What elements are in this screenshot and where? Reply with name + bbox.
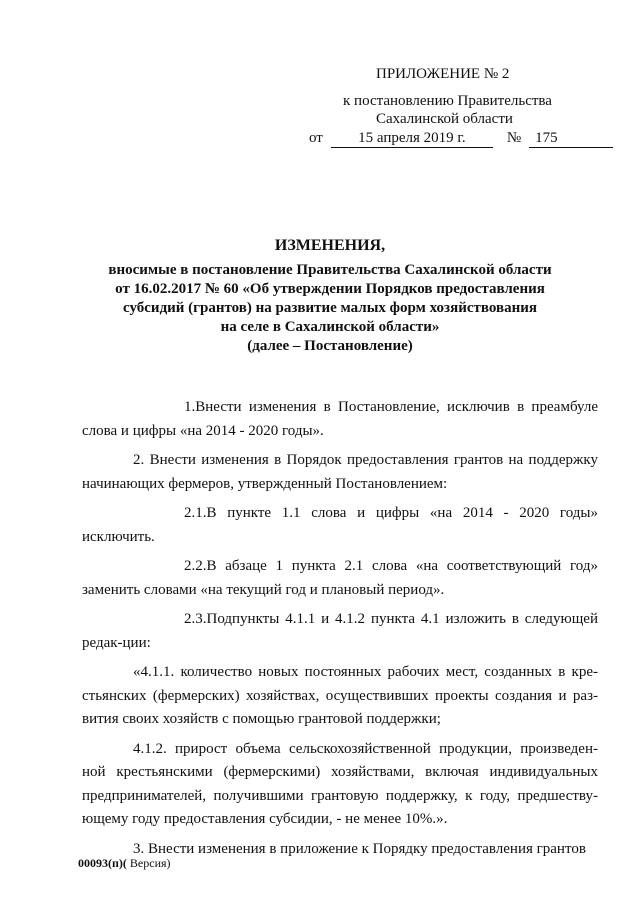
title-line: (далее – Постановление) (247, 338, 413, 354)
paragraph-2: 2. Внести изменения в Порядок предоставления грантов на поддержку начинающих фермеров, утвержденный Постановлением: (82, 452, 598, 492)
footer-version-label: Версия) (126, 856, 171, 870)
number-label: № (506, 130, 522, 146)
resolution-number: 175 (529, 129, 613, 148)
document-body (82, 396, 598, 867)
to-resolution-label: к постановлению Правительства (343, 93, 552, 109)
paragraph-2-1 (82, 502, 598, 549)
paragraph-2-2 (82, 555, 598, 602)
paragraph-text: В пункте 1.1 слова и цифры «на 2014 - 2020 годы» исключить. (82, 505, 598, 545)
title-line: вносимые в постановление Правительства Сахалинской области (108, 262, 552, 278)
appendix-label: ПРИЛОЖЕНИЕ № 2 (376, 66, 510, 82)
region-label: Сахалинской области (376, 111, 513, 127)
title-main: ИЗМЕНЕНИЯ, (274, 237, 386, 254)
paragraph-text: В абзаце 1 пункта 2.1 слова «на соответствующий год» заменить словами «на текущий год и плановый период». (82, 558, 598, 598)
resolution-date: 15 апреля 2019 г. (331, 129, 493, 148)
title-line: от 16.02.2017 № 60 «Об утверждении Порядков предоставления (115, 281, 545, 297)
from-label: от (309, 130, 323, 146)
paragraph-number: 2.1. (184, 505, 207, 521)
footer-version (78, 856, 171, 871)
paragraph-number: 2.3. (184, 611, 207, 627)
title-line: субсидий (грантов) на развитие малых форм хозяйствования (123, 300, 537, 316)
paragraph-text: Внести изменения в Постановление, исключив в преамбуле слова и цифры «на 2014 - 2020 годы». (82, 399, 598, 439)
paragraph-text: Подпункты 4.1.1 и 4.1.2 пункта 4.1 изложить в следующей редак-ции: (82, 611, 598, 651)
footer-code: 00093(п)( (78, 856, 127, 870)
quote-4-1-2: 4.1.2. прирост объема сельскохозяйственной продукции, произведен-ной крестьянскими (фермерскими) хозяйствами, включая индивидуальных предпринимателей, получившими грантовую поддержку, к году, предшеству-ющему году предоставления субсидии, - не менее 10%.». (82, 740, 598, 827)
paragraph-1 (82, 396, 598, 443)
paragraph-3: 3. Внести изменения в приложение к Порядку предоставления грантов (133, 840, 586, 857)
paragraph-number: 2.2. (184, 558, 207, 574)
document-title (60, 235, 600, 356)
quote-4-1-1: «4.1.1. количество новых постоянных рабочих мест, созданных в кре-стьянских (фермерских) хозяйствах, осуществивших проекты создания и раз-вития своих хозяйств с помощью грантовой поддержки; (82, 664, 598, 727)
date-number-row (309, 128, 613, 148)
paragraph-number: 1. (184, 399, 196, 415)
title-line: на селе в Сахалинской области» (220, 319, 440, 335)
paragraph-2-3 (82, 608, 598, 655)
